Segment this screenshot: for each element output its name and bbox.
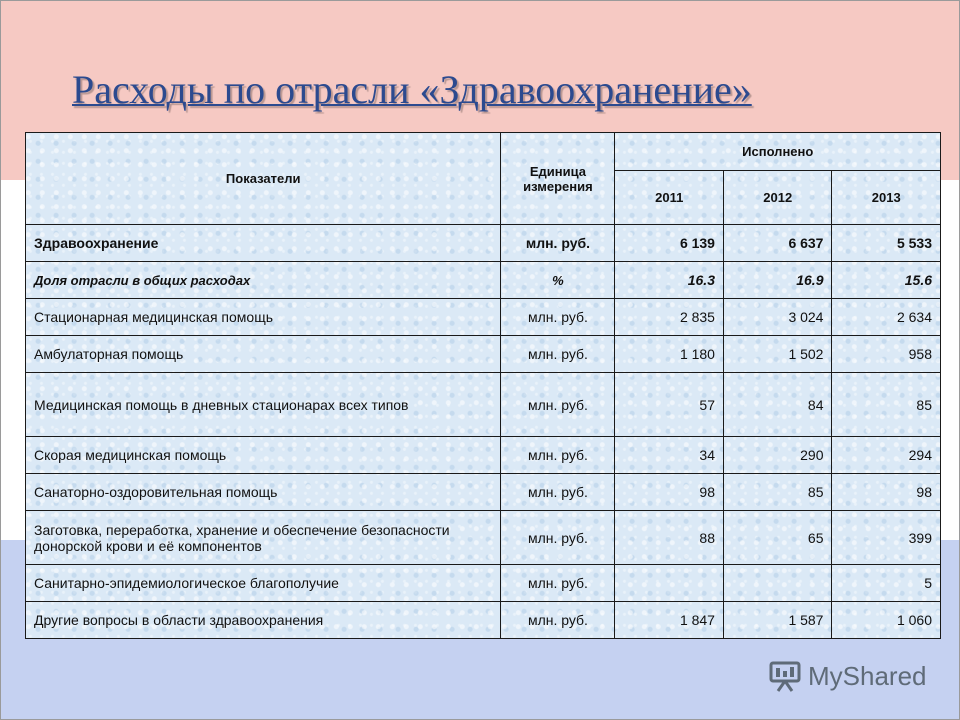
header-executed: Исполнено (615, 133, 941, 171)
row-value-2013: 1 060 (832, 602, 941, 639)
header-year-2013: 2013 (832, 171, 941, 225)
row-name: Заготовка, переработка, хранение и обеспечение безопасности донорской крови и её компонентов (26, 511, 501, 565)
row-value-2011: 2 835 (615, 299, 724, 336)
row-name: Стационарная медицинская помощь (26, 299, 501, 336)
row-value-2011: 57 (615, 373, 724, 437)
myshared-watermark[interactable] (768, 656, 927, 696)
table-row (26, 373, 941, 437)
row-name: Амбулаторная помощь (26, 336, 501, 373)
row-value-2012: 16.9 (723, 262, 832, 299)
table-row (26, 225, 941, 262)
row-value-2012: 85 (723, 474, 832, 511)
row-value-2012: 3 024 (723, 299, 832, 336)
row-value-2012: 1 587 (723, 602, 832, 639)
row-name: Доля отрасли в общих расходах (26, 262, 501, 299)
header-year-2011: 2011 (615, 171, 724, 225)
row-value-2011 (615, 565, 724, 602)
header-indicators: Показатели (26, 133, 501, 225)
row-value-2011: 1 180 (615, 336, 724, 373)
row-unit: млн. руб. (501, 602, 615, 639)
row-unit: млн. руб. (501, 474, 615, 511)
table-row (26, 336, 941, 373)
row-unit: млн. руб. (501, 336, 615, 373)
row-value-2011: 98 (615, 474, 724, 511)
row-value-2013: 958 (832, 336, 941, 373)
header-unit: Единица измерения (501, 133, 615, 225)
table-row (26, 299, 941, 336)
projector-screen-icon (768, 659, 802, 693)
row-name: Другие вопросы в области здравоохранения (26, 602, 501, 639)
row-value-2013: 294 (832, 437, 941, 474)
table-row (26, 602, 941, 639)
brand-label: MyShared (808, 660, 927, 691)
table-row (26, 437, 941, 474)
row-value-2012 (723, 565, 832, 602)
row-value-2013: 5 (832, 565, 941, 602)
row-value-2012: 6 637 (723, 225, 832, 262)
row-value-2011: 6 139 (615, 225, 724, 262)
table-row (26, 511, 941, 565)
table-row (26, 565, 941, 602)
row-value-2012: 65 (723, 511, 832, 565)
row-name: Санаторно-оздоровительная помощь (26, 474, 501, 511)
row-value-2011: 34 (615, 437, 724, 474)
row-name: Скорая медицинская помощь (26, 437, 501, 474)
row-unit: млн. руб. (501, 225, 615, 262)
row-value-2013: 98 (832, 474, 941, 511)
row-name: Здравоохранение (26, 225, 501, 262)
row-unit: млн. руб. (501, 437, 615, 474)
table-row (26, 262, 941, 299)
expenses-table (25, 132, 941, 639)
row-unit: млн. руб. (501, 565, 615, 602)
row-name: Медицинская помощь в дневных стационарах всех типов (26, 373, 501, 437)
row-value-2012: 1 502 (723, 336, 832, 373)
row-unit: % (501, 262, 615, 299)
row-value-2011: 88 (615, 511, 724, 565)
row-value-2011: 1 847 (615, 602, 724, 639)
row-value-2013: 85 (832, 373, 941, 437)
slide-title: Расходы по отрасли «Здравоохранение» (72, 67, 752, 112)
row-value-2013: 15.6 (832, 262, 941, 299)
row-value-2012: 84 (723, 373, 832, 437)
row-value-2012: 290 (723, 437, 832, 474)
row-name: Санитарно-эпидемиологическое благополучие (26, 565, 501, 602)
row-unit: млн. руб. (501, 373, 615, 437)
row-value-2013: 399 (832, 511, 941, 565)
row-value-2013: 5 533 (832, 225, 941, 262)
header-year-2012: 2012 (723, 171, 832, 225)
table-row (26, 474, 941, 511)
row-value-2013: 2 634 (832, 299, 941, 336)
row-unit: млн. руб. (501, 511, 615, 565)
row-unit: млн. руб. (501, 299, 615, 336)
row-value-2011: 16.3 (615, 262, 724, 299)
